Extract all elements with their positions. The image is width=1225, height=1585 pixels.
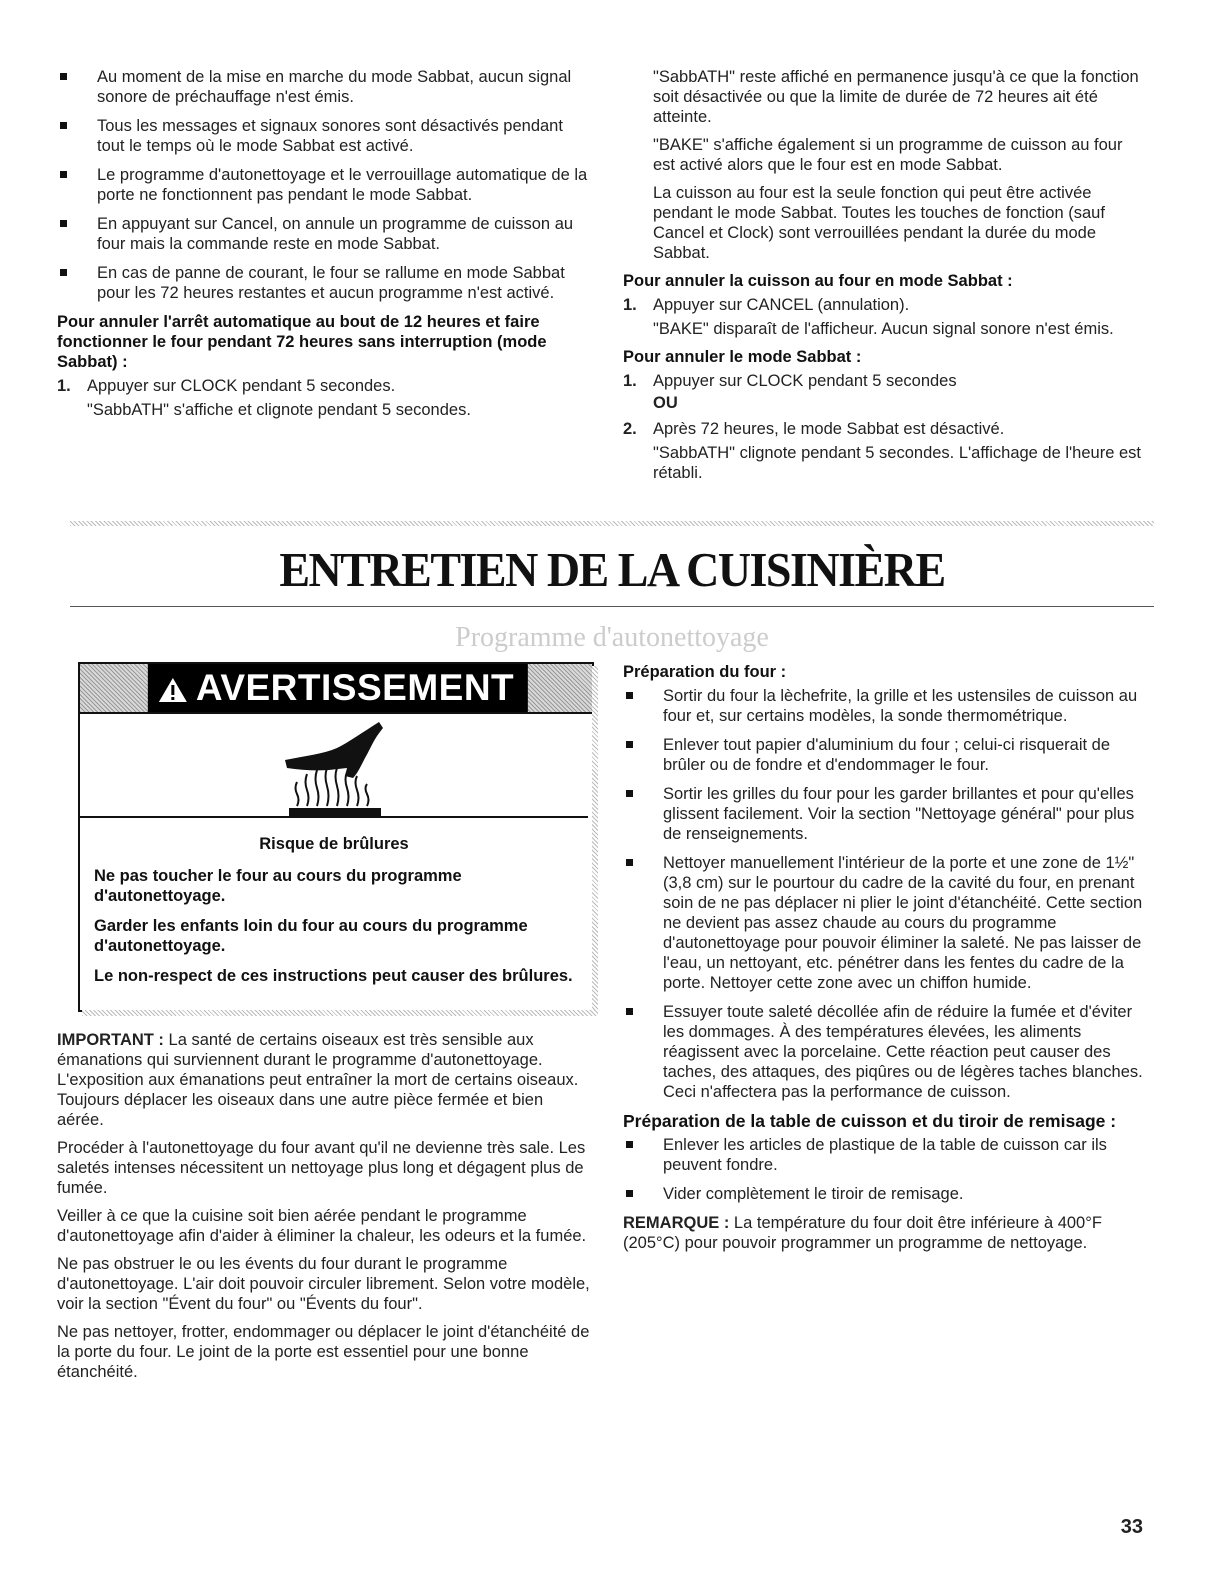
warning-risk: Risque de brûlures [259,835,409,853]
step-item: 1. Appuyer sur CANCEL (annulation). [623,296,910,314]
page-number: 33 [1120,1516,1143,1538]
or-label: OU [653,394,678,412]
bullet-icon [626,790,633,797]
paragraph: "SabbATH" reste affiché en permanence jusqu'à ce que la fonction soit désactivée ou que la limite de durée de 72 heures ait été atteinte. [653,68,1139,126]
list-item: Essuyer toute saleté décollée afin de réduire la fumée et d'éviter les dommages. À des températures élevées, les aliments réagissent avec la porcelaine. Cette réaction peut causer des taches, des attaques, des piqûres ou de légères taches blanches. Ceci n'affectera pas la performance de cuisson. [623,1002,1153,1102]
step-note: "BAKE" disparaît de l'afficheur. Aucun signal sonore n'est émis. [653,320,1114,338]
warning-text [94,834,574,996]
top-right-column [623,67,1143,491]
warning-pictogram [80,714,588,818]
step-number: 1. [623,372,637,390]
section-subtitle: Programme d'autonettoyage [455,622,769,653]
bullet-icon [60,220,67,227]
list-item: Nettoyer manuellement l'intérieur de la porte et une zone de 1½" (3,8 cm) sur le pourtour du cadre de la cavité du four, en prenant soin de ne pas déplacer ni plier le joint d'étanchéité. Cette section ne devient pas assez chaude au cours du programme d'autonettoyage pour pouvoir éliminer la saleté. Ne pas laisser de l'eau, un nettoyant, etc. pénétrer dans les fentes du cadre de la porte. Nettoyer cette zone avec un chiffon humide. [623,853,1153,993]
list-item: Vider complètement le tiroir de remisage. [623,1184,1153,1204]
warning-triangle-icon [158,677,188,703]
section-heading: Pour annuler la cuisson au four en mode Sabbat : [623,272,1013,290]
note-label: REMARQUE : [623,1214,730,1232]
bullet-icon [626,859,633,866]
bullet-icon [626,1141,633,1148]
paragraph: La cuisson au four est la seule fonction qui peut être activée pendant le mode Sabbat. Toutes les touches de fonction (sauf Cancel et Clock) sont verrouillées pendant la durée du mode Sabbat. [653,184,1105,262]
list-item: Sortir les grilles du four pour les garder brillantes et pour qu'elles glissent facilement. Voir la section "Nettoyage général" pour plus de renseignements. [623,784,1153,844]
list-item: Enlever tout papier d'aluminium du four ; celui-ci risquerait de brûler ou de fondre et d'endommager le four. [623,735,1153,775]
warning-shadow-bottom [82,1010,598,1016]
title-rule [70,606,1154,607]
page-title: ENTRETIEN DE LA CUISINIÈRE [279,542,945,597]
step-number: 2. [623,420,637,438]
top-left-column [57,67,592,428]
bullet-icon [60,73,67,80]
bottom-right-column [623,662,1153,1261]
warning-shadow-right [592,666,598,1012]
paragraph: Veiller à ce que la cuisine soit bien aérée pendant le programme d'autonettoyage afin d'aider à éliminer la chaleur, les odeurs et la fumée. [57,1207,587,1245]
list-item: Sortir du four la lèchefrite, la grille et les ustensiles de cuisson au four et, sur certains modèles, la sonde thermométrique. [623,686,1153,726]
warning-line: Ne pas toucher le four au cours du programme d'autonettoyage. [94,867,462,905]
paragraph: Ne pas obstruer le ou les évents du four durant le programme d'autonettoyage. L'air doit pouvoir circuler librement. Selon votre modèle, voir la section "Évent du four" ou "Évents du four". [57,1255,590,1313]
list-item: En appuyant sur Cancel, on annule un programme de cuisson au four mais la commande reste en mode Sabbat. [57,214,592,254]
warning-line: Le non-respect de ces instructions peut causer des brûlures. [94,967,573,985]
section-heading: Pour annuler l'arrêt automatique au bout de 12 heures et faire fonctionner le four pendant 72 heures sans interruption (mode Sabbat) : [57,313,547,371]
section-heading: Préparation de la table de cuisson et du tiroir de remisage : [623,1111,1117,1131]
bullet-icon [626,1008,633,1015]
list-item: Le programme d'autonettoyage et le verrouillage automatique de la porte ne fonctionnent pas pendant le mode Sabbat. [57,165,592,205]
hot-surface-hand-icon [275,718,395,818]
section-heading: Préparation du four : [623,663,787,681]
warning-title: AVERTISSEMENT [148,664,528,712]
bullet-icon [626,741,633,748]
note-paragraph: REMARQUE : La température du four doit être inférieure à 400°F (205°C) pour pouvoir programmer un programme de nettoyage. [623,1214,1102,1252]
paragraph: "BAKE" s'affiche également si un programme de cuisson au four est activé alors que le four est en mode Sabbat. [653,136,1123,174]
step-note: "SabbATH" s'affiche et clignote pendant 5 secondes. [87,401,471,419]
important-label: IMPORTANT : [57,1031,164,1049]
bullet-icon [626,692,633,699]
list-item: Tous les messages et signaux sonores sont désactivés pendant tout le temps où le mode Sabbat est activé. [57,116,592,156]
paragraph: Procéder à l'autonettoyage du four avant qu'il ne devienne très sale. Les saletés intenses nécessitent un nettoyage plus long et dégagent plus de fumée. [57,1139,586,1197]
step-item: 1. Appuyer sur CLOCK pendant 5 secondes. [57,377,396,395]
section-heading: Pour annuler le mode Sabbat : [623,348,862,366]
list-item: Au moment de la mise en marche du mode Sabbat, aucun signal sonore de préchauffage n'est émis. [57,67,592,107]
hatched-divider [70,521,1154,526]
warning-line: Garder les enfants loin du four au cours du programme d'autonettoyage. [94,917,528,955]
warning-header [80,664,592,714]
step-number: 1. [623,296,637,314]
warning-box [78,662,594,1012]
step-note: "SabbATH" clignote pendant 5 secondes. L'affichage de l'heure est rétabli. [653,444,1141,482]
step-number: 1. [57,377,71,395]
bullet-icon [60,122,67,129]
list-item: Enlever les articles de plastique de la table de cuisson car ils peuvent fondre. [623,1135,1153,1175]
bullet-icon [60,269,67,276]
list-item: En cas de panne de courant, le four se rallume en mode Sabbat pour les 72 heures restantes et aucun programme n'est activé. [57,263,592,303]
paragraph: Ne pas nettoyer, frotter, endommager ou déplacer le joint d'étanchéité de la porte du four. Le joint de la porte est essentiel pour une bonne étanchéité. [57,1323,590,1381]
step-item: 2. Après 72 heures, le mode Sabbat est désactivé. [623,420,1005,438]
bullet-icon [626,1190,633,1197]
bottom-left-column [57,1030,592,1390]
step-item: 1. Appuyer sur CLOCK pendant 5 secondes [623,372,957,390]
important-paragraph: IMPORTANT : La santé de certains oiseaux est très sensible aux émanations qui surviennent durant le programme d'autonettoyage. L'exposition aux émanations peut entraîner la mort de certains oiseaux. Toujours déplacer les oiseaux dans une autre pièce fermée et bien aérée. [57,1031,579,1129]
bullet-icon [60,171,67,178]
